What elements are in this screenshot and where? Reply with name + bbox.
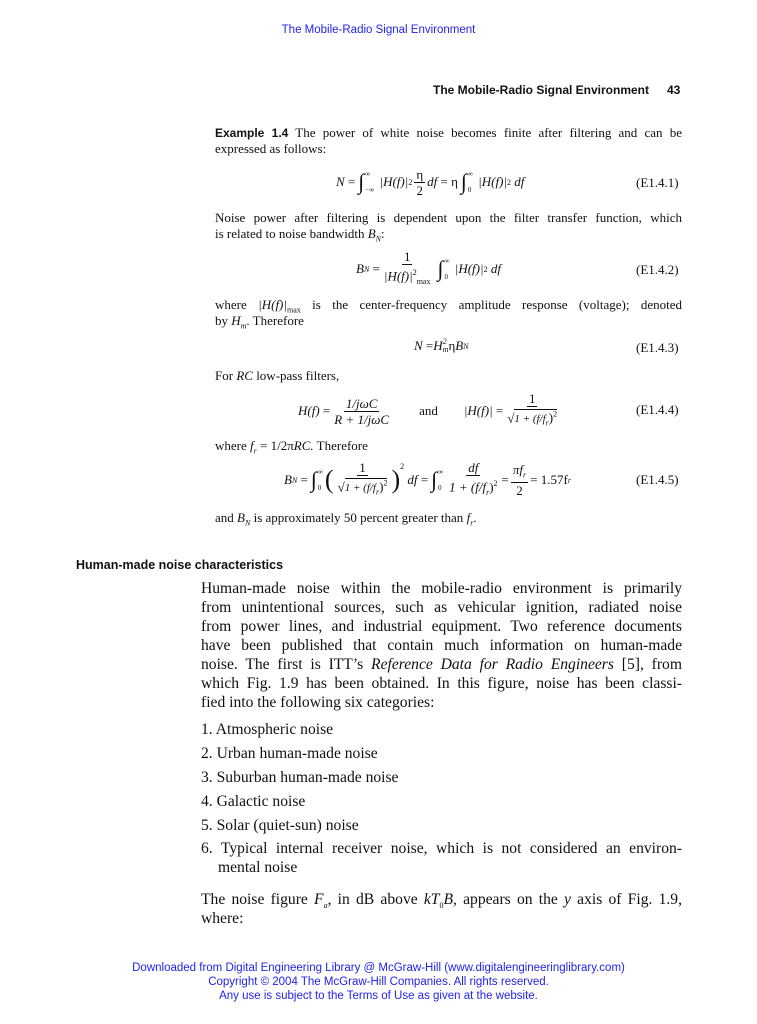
paragraph-line: from power lines, and industrial equipment. Two reference documents <box>201 618 682 635</box>
list-item-continuation: mental noise <box>218 859 298 876</box>
paragraph-line: from unintentional sources, such as vehicular ignition, radiated noise <box>201 599 682 616</box>
list-item: 1. Atmospheric noise <box>201 721 334 738</box>
equation-e1-4-1: N = ∫ ∞ −∞ |H(f)| 2 $\frac{\eta}{2}$ df = η ∫ ∞ 0 |H(f)| 2 df <box>336 166 525 198</box>
fraction: $\frac{1}{√1 + (f/f_r)^2}$ <box>337 460 388 497</box>
example-line: is related to noise bandwidth $B_N$: <box>215 226 385 244</box>
list-item: 6. Typical internal receiver noise, which is not considered an environ- <box>201 840 682 857</box>
integral-sign: ∫ ∞ 0 <box>431 467 444 492</box>
eq-term: df <box>427 174 438 189</box>
footer-download-link[interactable]: Downloaded from Digital Engineering Library @ McGraw-Hill (www.digitalengineeringlibrary.com) <box>132 962 625 974</box>
equation-label: (E1.4.5) <box>636 472 679 487</box>
section-heading: Human-made noise characteristics <box>76 558 284 572</box>
paragraph-line: fied into the following six categories: <box>201 694 435 711</box>
example-line: where $f_r = 1/2\pi RC$. Therefore <box>215 438 368 456</box>
paragraph-line: noise. The first is ITT’s Reference Data for Radio Engineers [5], from <box>201 656 682 673</box>
example-line: For RC low-pass filters, <box>215 368 340 383</box>
fraction: $\frac{1}{√1 + (f/f_r)^2}$ <box>507 391 558 428</box>
running-head-title: The Mobile-Radio Signal Environment <box>433 83 650 97</box>
example-line: Noise power after filtering is dependent upon the filter transfer function, which <box>215 210 682 225</box>
example-line: expressed as follows: <box>215 141 327 156</box>
fraction: $\frac{\pi f_r}{2}$ <box>512 461 527 499</box>
equation-e1-4-4: H(f) = $\frac{\text{1/jωC}}{\text{R + 1/jωC}}$ and |H(f)| = $\frac{1}{√1 + (f/f_r)^2}$ <box>298 394 561 428</box>
integral-sign: ∫ ∞ 0 <box>460 169 473 194</box>
integral-sign: ∫ ∞ 0 <box>310 467 323 492</box>
example-line: and $B_N$ is approximately 50 percent greater than $f_r$. <box>215 510 477 528</box>
example-line: where $|H(f)|_{max}$ is the center-frequency amplitude response (voltage); denoted <box>215 297 682 315</box>
equation-label: (E1.4.2) <box>636 262 679 277</box>
top-title-link[interactable]: The Mobile-Radio Signal Environment <box>281 24 476 36</box>
list-item: 5. Solar (quiet-sun) noise <box>201 817 359 834</box>
equation-label: (E1.4.3) <box>636 340 679 355</box>
example-label: Example 1.4 <box>215 126 289 140</box>
eq-term: |H(f)| <box>478 174 507 189</box>
equation-e1-4-3: N = H 2 m η B N <box>414 337 469 354</box>
eq-symbol: N <box>336 174 345 189</box>
equation-label: (E1.4.4) <box>636 402 679 417</box>
example-line: by $H_m$. Therefore <box>215 313 304 331</box>
list-item: 3. Suburban human-made noise <box>201 769 399 786</box>
integral-sign: ∫ ∞ −∞ <box>358 169 375 194</box>
paragraph-line: The noise figure $F_a$, in dB above $kT_0B$, appears on the y axis of Fig. 1.9, <box>201 891 683 911</box>
footer-copyright-link[interactable]: Copyright © 2004 The McGraw-Hill Companies. All rights reserved. <box>208 976 549 988</box>
fraction: $\frac{df}{1 + (f/f_r)^2}$ <box>449 460 498 497</box>
eq-term: |H(f)| <box>379 174 409 189</box>
paragraph-line: have been published that contain much information on human-made <box>201 637 682 654</box>
equation-e1-4-2: B N = $\frac{1}{|H(f)|^2_{max}}$ ∫ ∞ 0 |H(f)| 2 df <box>356 253 501 285</box>
fraction: $\frac{\eta}{2}$ <box>416 166 424 198</box>
paragraph-line: Human-made noise within the mobile-radio environment is primarily <box>201 580 682 597</box>
eq-and: and <box>419 403 438 418</box>
equation-label: (E1.4.1) <box>636 175 679 190</box>
footer-terms-link[interactable]: Any use is subject to the Terms of Use as given at the website. <box>219 990 538 1002</box>
eq-term: df <box>514 174 525 189</box>
paragraph-line: where: <box>201 910 244 927</box>
fraction: $\frac{1}{|H(f)|^2_{max}}$ <box>383 249 431 286</box>
equation-e1-4-5: B N = ∫ ∞ 0 ( $\frac{1}{√1 + (f/f_r)^2}$ ) $^2$ df = ∫ ∞ 0 $\frac{df}{1 + (f/f_r)^2}$ = $\frac{\pi f_r}{2}$ = 1.57f r <box>284 460 571 499</box>
eq-symbol: = <box>347 174 356 189</box>
integral-sign: ∫ ∞ 0 <box>437 256 450 281</box>
paragraph-line: which Fig. 1.9 has been obtained. In this figure, noise has been classi- <box>201 675 682 692</box>
list-item: 4. Galactic noise <box>201 793 306 810</box>
page-number: 43 <box>667 83 681 97</box>
example-intro-line <box>215 125 682 141</box>
fraction: $\frac{\text{1/jωC}}{\text{R + 1/jωC}}$ <box>334 395 390 427</box>
text: The power of white noise becomes finite after filtering and can be <box>295 125 683 140</box>
list-item: 2. Urban human-made noise <box>201 745 378 762</box>
eq-term: = η <box>440 174 458 189</box>
